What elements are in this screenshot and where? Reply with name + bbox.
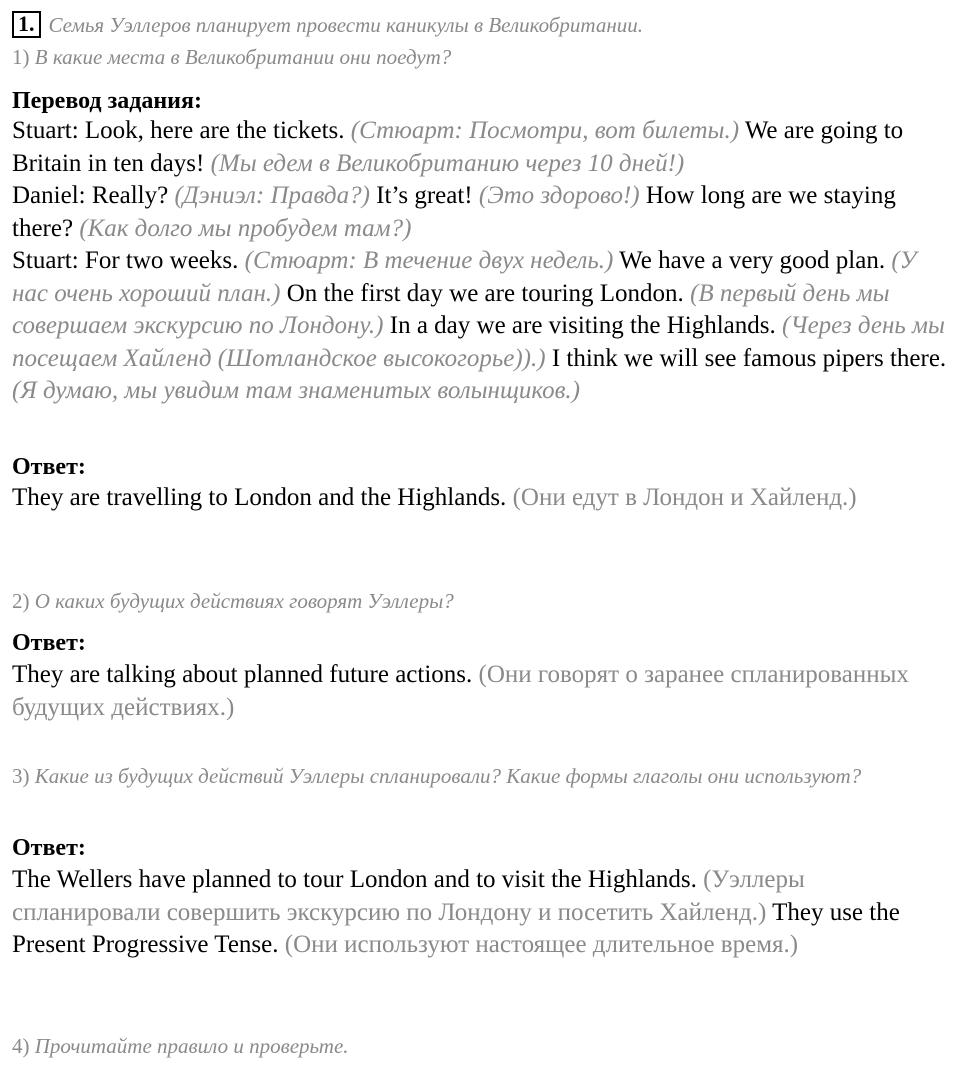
task-header bbox=[12, 11, 643, 39]
question-1-number: 1) bbox=[12, 45, 30, 69]
question-1-text: В какие места в Великобритании они поедут? bbox=[34, 45, 452, 69]
translation-text-run: (В первый день мы совершаем экскурсию по Лондону.) bbox=[12, 279, 890, 339]
translation-text-run: We are going to Britain in ten days! bbox=[12, 117, 904, 177]
answer-1-text-run: (Они едут в Лондон и Хайленд.) bbox=[512, 484, 857, 511]
answer-3-text-run: The Wellers have planned to tour London and to visit the Highlands. bbox=[12, 866, 704, 893]
question-2 bbox=[12, 589, 454, 614]
translation-text-run: (Я думаю, мы увидим там знаменитых волынщиков.) bbox=[12, 377, 580, 404]
translation-text-run: In a day we are visiting the Highlands. bbox=[383, 312, 783, 339]
answer-2-heading: Ответ: bbox=[12, 630, 86, 656]
translation-text-run: (У нас очень хороший план.) bbox=[12, 247, 917, 307]
translation-text-run: (Дэниэл: Правда?) bbox=[174, 182, 370, 209]
question-4-text: Прочитайте правило и проверьте. bbox=[34, 1034, 349, 1058]
answer-1-heading: Ответ: bbox=[12, 454, 86, 480]
translation-text-run: I think we will see famous pipers there. bbox=[545, 344, 947, 372]
question-4 bbox=[12, 1034, 349, 1059]
translation-text-run: (Стюарт: Посмотри, вот билеты.) bbox=[350, 117, 740, 144]
answer-3-heading: Ответ: bbox=[12, 835, 86, 861]
translation-text-run: Daniel: Really? bbox=[12, 182, 175, 209]
translation-text-run: (Стюарт: В течение двух недель.) bbox=[244, 247, 614, 274]
translation-text-run: (Это здорово!) bbox=[478, 182, 640, 209]
answer-2-text-run: (Они говорят о заранее спланированных будущих действиях.) bbox=[12, 661, 909, 721]
translation-text-run: Stuart: For two weeks. bbox=[12, 247, 245, 274]
answer-3-text-run: (Уэллеры спланировали совершить экскурсию по Лондону и посетить Хайленд.) bbox=[12, 866, 805, 926]
translation-text-run: How long are we staying there? bbox=[12, 182, 896, 242]
translation-text-run: On the first day we are touring London. bbox=[280, 279, 691, 307]
answer-1-text bbox=[12, 482, 952, 515]
translation-text-run: It’s great! bbox=[369, 182, 479, 209]
answer-1-text-run: They are travelling to London and the Highlands. bbox=[12, 484, 513, 511]
question-3 bbox=[12, 764, 912, 789]
answer-3-text-run: They use the Present Progressive Tense. bbox=[12, 898, 900, 958]
translation-text-run: (Как долго мы пробудем там?) bbox=[79, 214, 412, 242]
task-text: Семья Уэллеров планирует провести каникулы в Великобритании. bbox=[48, 13, 644, 37]
answer-3-text-run: (Они используют настоящее длительное время.) bbox=[284, 931, 799, 958]
translation-text-run: (Через день мы посещаем Хайленд (Шотландское высокогорье)).) bbox=[12, 312, 945, 372]
question-2-number: 2) bbox=[12, 589, 30, 613]
question-1 bbox=[12, 45, 451, 70]
task-number: 1. bbox=[12, 11, 41, 38]
question-3-number: 3) bbox=[12, 764, 30, 788]
answer-2-text bbox=[12, 659, 952, 724]
question-4-number: 4) bbox=[12, 1034, 30, 1058]
translation-text-run: Stuart: Look, here are the tickets. bbox=[12, 117, 351, 144]
answer-2-text-run: They are talking about planned future actions. bbox=[12, 661, 479, 688]
translation-text-run: We have a very good plan. bbox=[613, 247, 892, 274]
question-3-text: Какие из будущих действий Уэллеры спланировали? Какие формы глаголы они используют? bbox=[34, 764, 862, 788]
translation-text bbox=[12, 115, 952, 408]
translation-heading: Перевод задания: bbox=[12, 88, 202, 114]
translation-text-run: (Мы едем в Великобританию через 10 дней!) bbox=[210, 149, 685, 177]
question-2-text: О каких будущих действиях говорят Уэллеры? bbox=[34, 589, 454, 613]
answer-3-text bbox=[12, 864, 952, 962]
